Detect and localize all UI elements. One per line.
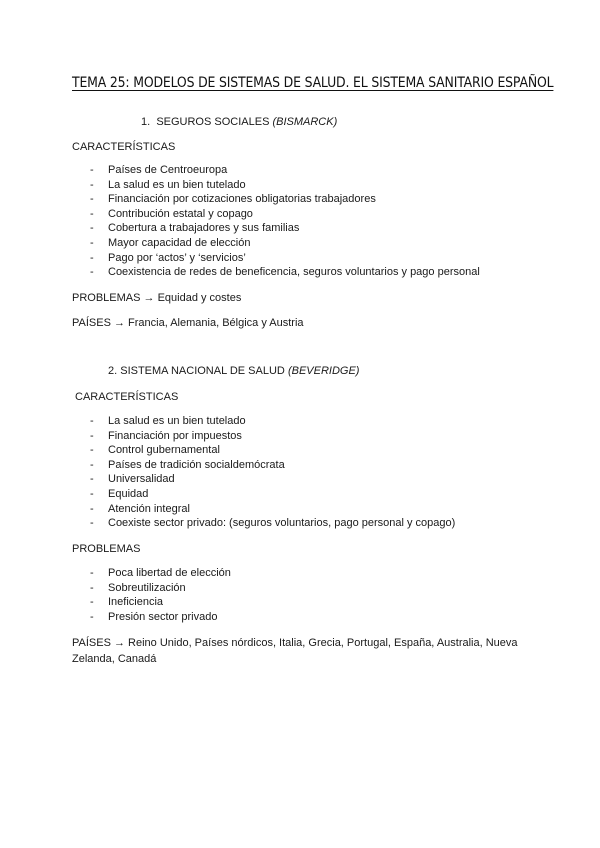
section2-countries-line-1: PAÍSES → Reino Unido, Países nórdicos, Italia, Grecia, Portugal, España, Australia, Nueva [72, 637, 518, 649]
list-item: - Países de tradición socialdemócrata [90, 458, 285, 471]
list-item: - Financiación por cotizaciones obligatorias trabajadores [90, 193, 376, 206]
section2-heading-text: 2. SISTEMA NACIONAL DE SALUD [108, 365, 285, 377]
section2-problems-list [90, 566, 231, 624]
section1-heading [141, 115, 337, 129]
list-item: - Poca libertad de elección [90, 567, 231, 579]
page-title: TEMA 25: MODELOS DE SISTEMAS DE SALUD. EL SISTEMA SANITARIO ESPAÑOL [72, 75, 554, 91]
list-item: - Universalidad [90, 473, 175, 486]
section1-countries: PAÍSES → Francia, Alemania, Bélgica y Austria [72, 317, 304, 329]
list-item: - Financiación por impuestos [90, 429, 242, 442]
list-item: - Equidad [90, 487, 149, 500]
list-item: - Coexistencia de redes de beneficencia, seguros voluntarios y pago personal [90, 266, 480, 279]
list-item: - Países de Centroeuropa [90, 164, 228, 176]
section2-characteristics-label: CARACTERÍSTICAS [75, 391, 179, 403]
section1-characteristics-list [90, 163, 480, 280]
section2-problems-label: PROBLEMAS [72, 543, 141, 555]
list-item: - Sobreutilización [90, 581, 186, 594]
list-item: - Contribución estatal y copago [90, 207, 253, 220]
list-item: - Ineficiencia [90, 596, 164, 609]
list-item: - La salud es un bien tutelado [90, 415, 246, 427]
section1-heading-text: SEGUROS SOCIALES [156, 116, 270, 128]
section2-heading [108, 364, 359, 378]
list-item: - Atención integral [90, 502, 190, 515]
list-item: - Presión sector privado [90, 610, 218, 623]
section1-number: 1. [141, 116, 151, 128]
list-item: - Coexiste sector privado: (seguros voluntarios, pago personal y copago) [90, 517, 456, 530]
section2-heading-italic: (BEVERIDGE) [287, 365, 360, 377]
section2-characteristics-list [90, 414, 455, 531]
list-item: - Pago por ‘actos’ y ‘servicios’ [90, 251, 246, 264]
list-item: - Cobertura a trabajadores y sus familias [90, 222, 300, 235]
list-item: - Mayor capacidad de elección [90, 236, 251, 249]
section1-heading-italic: (BISMARCK) [272, 116, 338, 128]
list-item: - Control gubernamental [90, 444, 220, 457]
list-item: - La salud es un bien tutelado [90, 178, 246, 191]
section2-countries-line-2: Zelanda, Canadá [72, 653, 157, 665]
section1-problems: PROBLEMAS → Equidad y costes [72, 292, 242, 304]
section1-characteristics-label: CARACTERÍSTICAS [72, 141, 176, 153]
